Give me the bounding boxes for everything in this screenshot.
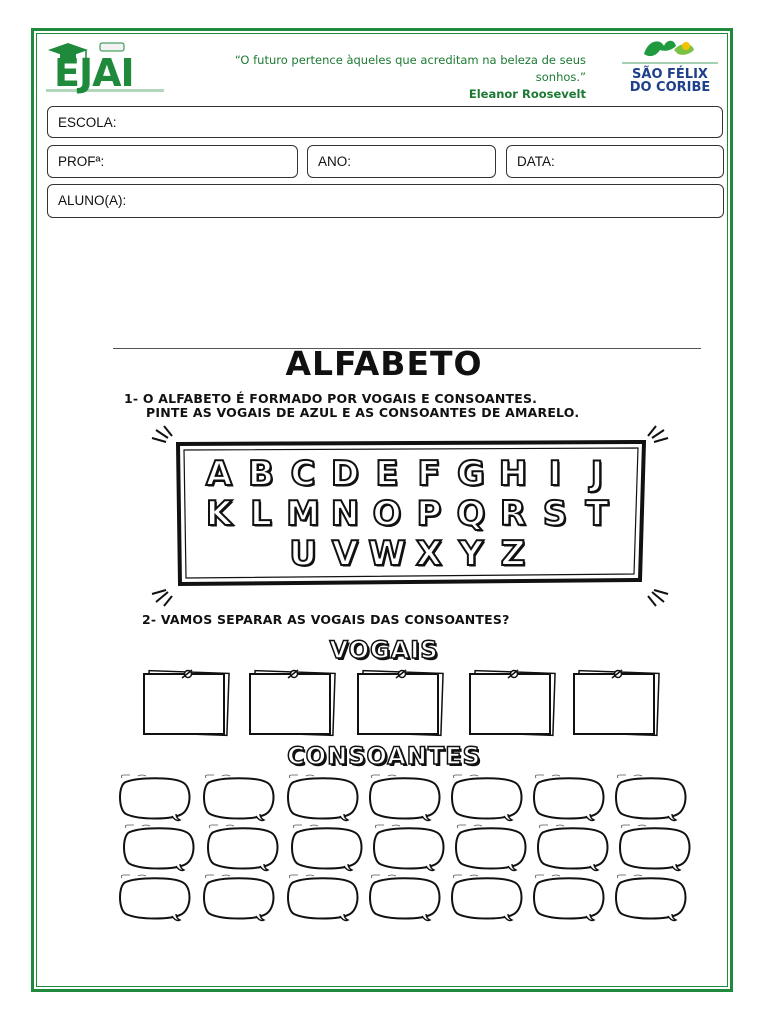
letter-a[interactable]: A: [205, 454, 233, 494]
ano-label: ANO:: [318, 154, 352, 169]
letter-v[interactable]: V: [331, 534, 359, 574]
aluno-label: ALUNO(A):: [58, 193, 127, 208]
consonant-bubble[interactable]: [530, 874, 604, 920]
instruction-1-line-2: PINTE AS VOGAIS DE AZUL E AS CONSOANTES DE AMARELO.: [146, 405, 580, 420]
header-quote: [186, 52, 586, 103]
letter-f[interactable]: F: [417, 454, 441, 494]
letter-x[interactable]: X: [415, 534, 443, 574]
vowel-box[interactable]: [246, 668, 334, 732]
consonant-bubble[interactable]: [616, 824, 690, 870]
ejai-logo: [42, 40, 170, 96]
prof-field[interactable]: [47, 145, 298, 178]
escola-field[interactable]: [47, 106, 723, 138]
alphabet-row-3: [176, 534, 640, 574]
letter-t[interactable]: T: [585, 494, 609, 534]
ano-field[interactable]: [307, 145, 496, 178]
consonant-bubble[interactable]: [530, 774, 604, 820]
worksheet-title: ALFABETO: [285, 344, 483, 383]
letter-e[interactable]: E: [375, 454, 399, 494]
instruction-2: 2- VAMOS SEPARAR AS VOGAIS DAS CONSOANTES?: [142, 612, 510, 627]
alphabet-letters: [176, 438, 640, 584]
quote-author: Eleanor Roosevelt: [468, 87, 586, 101]
letter-y[interactable]: Y: [458, 534, 484, 574]
consonant-bubble[interactable]: [200, 774, 274, 820]
prof-label: PROFª:: [58, 154, 105, 169]
letter-j[interactable]: J: [590, 454, 604, 494]
alphabet-row-1: [176, 454, 640, 494]
vowel-box[interactable]: [140, 668, 228, 732]
consonant-bubble[interactable]: [366, 874, 440, 920]
data-label: DATA:: [517, 154, 555, 169]
letter-p[interactable]: P: [416, 494, 442, 534]
quote-text: “O futuro pertence àqueles que acreditam na beleza de seus sonhos.”: [234, 53, 586, 84]
vowel-box[interactable]: [354, 668, 442, 732]
letter-z[interactable]: Z: [500, 534, 526, 574]
instruction-1-line-1: 1- O ALFABETO É FORMADO POR VOGAIS E CONSOANTES.: [124, 391, 538, 406]
consonant-bubble[interactable]: [120, 824, 194, 870]
city-logo-line2: DO CORIBE: [629, 80, 711, 95]
sao-felix-logo: [614, 36, 726, 98]
consonant-bubble[interactable]: [284, 874, 358, 920]
letter-m[interactable]: M: [286, 494, 320, 534]
letter-u[interactable]: U: [289, 534, 317, 574]
consonant-bubble[interactable]: [116, 774, 190, 820]
consonant-bubble[interactable]: [288, 824, 362, 870]
aluno-field[interactable]: [47, 184, 724, 218]
letter-d[interactable]: D: [330, 454, 360, 494]
letter-r[interactable]: R: [499, 494, 527, 534]
vowels-title: VOGAIS: [329, 636, 439, 664]
consonant-bubble[interactable]: [366, 774, 440, 820]
letter-l[interactable]: L: [250, 494, 272, 534]
consonant-bubble[interactable]: [284, 774, 358, 820]
consonant-bubble[interactable]: [612, 874, 686, 920]
ejai-logo-text: EJAI: [54, 51, 134, 95]
letter-o[interactable]: O: [372, 494, 402, 534]
letter-q[interactable]: Q: [456, 494, 486, 534]
escola-label: ESCOLA:: [58, 115, 117, 130]
letter-w[interactable]: W: [368, 534, 406, 574]
vowel-box[interactable]: [570, 668, 658, 732]
consonant-bubble[interactable]: [612, 774, 686, 820]
letter-h[interactable]: H: [498, 454, 528, 494]
letter-i[interactable]: I: [548, 454, 562, 494]
consonant-bubble[interactable]: [116, 874, 190, 920]
letter-k[interactable]: K: [205, 494, 233, 534]
letter-n[interactable]: N: [330, 494, 360, 534]
consonant-bubble[interactable]: [204, 824, 278, 870]
data-field[interactable]: [506, 145, 724, 178]
consonant-bubble[interactable]: [200, 874, 274, 920]
consonant-bubble[interactable]: [448, 774, 522, 820]
consonant-bubble[interactable]: [370, 824, 444, 870]
vowel-box[interactable]: [466, 668, 554, 732]
letter-g[interactable]: G: [457, 454, 485, 494]
consonant-bubble[interactable]: [448, 874, 522, 920]
city-logo-line1: SÃO FÉLIX: [632, 67, 708, 82]
consonant-bubble[interactable]: [534, 824, 608, 870]
letter-c[interactable]: C: [290, 454, 316, 494]
consonants-title: CONSOANTES: [287, 742, 481, 770]
consonant-bubble[interactable]: [452, 824, 526, 870]
alphabet-row-2: [176, 494, 640, 534]
letter-b[interactable]: B: [248, 454, 274, 494]
letter-s[interactable]: S: [542, 494, 568, 534]
